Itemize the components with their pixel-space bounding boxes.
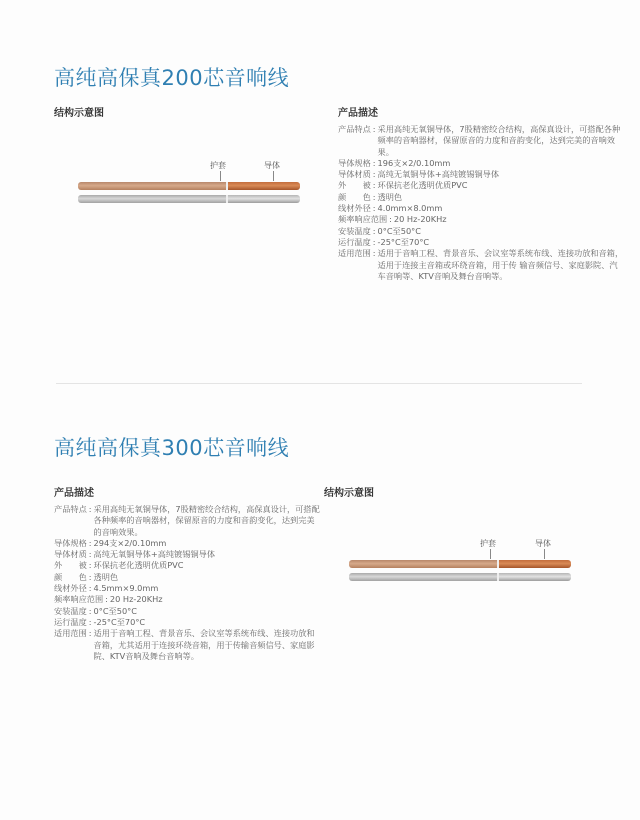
diagram-heading-300: 结构示意图 xyxy=(324,488,374,499)
spec-row: 导体规格 : 196支×2/0.10mm xyxy=(338,158,624,169)
spec-key: 适用范围 xyxy=(338,248,371,259)
spec-key: 线材外径 xyxy=(338,203,371,214)
spec-value: 采用高纯无氧铜导体，7股精密绞合结构，高保真设计，可搭配各种频率的音响器材，保留原音的力度和音韵变化，达到完美的音响效果。 xyxy=(377,124,621,157)
spec-row: 安装温度 : 0°C至50°C xyxy=(54,606,320,617)
spec-row: 外 被 : 环保抗老化透明优质PVC xyxy=(54,560,320,571)
spec-value: 20 Hz-20KHz xyxy=(393,214,447,225)
spec-key: 安装温度 xyxy=(338,225,371,236)
spec-value: 环保抗老化透明优质PVC xyxy=(377,180,468,191)
spec-key: 产品特点 xyxy=(338,124,371,134)
spec-row: 颜 色 : 透明色 xyxy=(54,572,320,583)
spec-value: 适用于音响工程、背景音乐、会议室等系统布线、连接功放和音箱，适用于连接主音箱或环绕音箱，用于传 输音频信号、家庭影院、汽车音响等、KTV音响及舞台音响等。 xyxy=(377,248,624,281)
description-heading-300: 产品描述 xyxy=(54,488,94,499)
spec-row: 线材外径 : 4.0mm×8.0mm xyxy=(338,203,624,214)
spec-value: 高纯无氧铜导体+高纯镀锡铜导体 xyxy=(377,169,500,180)
silver-cable-icon xyxy=(349,573,571,581)
spec-value: 透明色 xyxy=(93,571,119,582)
spec-value: 高纯无氧铜导体+高纯镀锡铜导体 xyxy=(93,549,216,560)
spec-key: 线材外径 xyxy=(54,583,87,594)
spec-value: 0°C至50°C xyxy=(93,605,137,616)
spec-value: 20 Hz-20KHz xyxy=(109,594,163,605)
spec-key: 外 被 xyxy=(338,180,371,191)
sheath-pointer xyxy=(220,171,221,181)
spec-value: 采用高纯无氧铜导体，7股精密绞合结构，高保真设计，可搭配各种频率的音响器材，保留原音的力度和音韵变化，达到完美的音响效果。 xyxy=(93,504,320,537)
spec-row: 外 被 : 环保抗老化透明优质PVC xyxy=(338,180,624,191)
spec-value: 环保抗老化透明优质PVC xyxy=(93,560,184,571)
cable-diagram-300 xyxy=(349,538,589,598)
spec-row: 产品特点 : 采用高纯无氧铜导体，7股精密绞合结构，高保真设计，可搭配各种频率的音响器材，保留原音的力度和音韵变化，达到完美的音响效果。 xyxy=(54,504,320,537)
label-conductor: 导体 xyxy=(535,539,551,548)
spec-row: 运行温度 : -25°C至70°C xyxy=(338,237,624,248)
diagram-heading-200: 结构示意图 xyxy=(54,108,104,119)
spec-key: 频率响应范围 xyxy=(54,594,104,605)
silver-cable-icon xyxy=(78,195,300,203)
spec-key: 颜 色 xyxy=(54,571,87,582)
spec-row: 适用范围 : 适用于音响工程、背景音乐、会议室等系统布线、连接功放和音箱，尤其适用于连接环绕音箱，用于传输音频信号、家庭影院、KTV音响及舞台音响等。 xyxy=(54,628,320,662)
spec-value: -25°C至70°C xyxy=(377,236,430,247)
spec-row: 产品特点 : 采用高纯无氧铜导体，7股精密绞合结构，高保真设计，可搭配各种频率的音响器材，保留原音的力度和音韵变化，达到完美的音响效果。 xyxy=(338,124,624,158)
spec-value: 适用于音响工程、背景音乐、会议室等系统布线、连接功放和音箱，尤其适用于连接环绕音箱，用于传输音频信号、家庭影院、KTV音响及舞台音响等。 xyxy=(93,628,315,661)
spec-value: 4.5mm×9.0mm xyxy=(93,583,159,594)
spec-key: 安装温度 xyxy=(54,605,87,616)
conductor-pointer xyxy=(544,549,545,559)
spec-row: 适用范围 : 适用于音响工程、背景音乐、会议室等系统布线、连接功放和音箱，适用于连接主音箱或环绕音箱，用于传 输音频信号、家庭影院、汽车音响等、KTV音响及舞台音响等。 xyxy=(338,248,624,281)
spec-row: 颜 色 : 透明色 xyxy=(338,192,624,203)
spec-value: -25°C至70°C xyxy=(93,616,146,627)
spec-key: 导体材质 xyxy=(54,549,87,560)
spec-value: 透明色 xyxy=(377,191,403,202)
spec-key: 适用范围 xyxy=(54,628,87,639)
spec-value: 4.0mm×8.0mm xyxy=(377,203,443,214)
spec-key: 外 被 xyxy=(54,560,87,571)
product-title-300: 高纯高保真300芯音响线 xyxy=(54,436,290,460)
sheath-pointer xyxy=(490,549,491,559)
cable-diagram-200 xyxy=(78,160,318,220)
spec-row: 频率响应范围 : 20 Hz-20KHz xyxy=(54,594,320,605)
label-sheath: 护套 xyxy=(210,161,226,170)
spec-key: 产品特点 xyxy=(54,504,87,514)
copper-cable-icon xyxy=(349,560,571,568)
spec-key: 导体材质 xyxy=(338,169,371,180)
product-title-200: 高纯高保真200芯音响线 xyxy=(54,66,290,90)
spec-key: 频率响应范围 xyxy=(338,214,388,225)
spec-key: 运行温度 xyxy=(338,236,371,247)
spec-key: 导体规格 xyxy=(338,157,371,168)
spec-key: 导体规格 xyxy=(54,537,87,548)
spec-value: 196支×2/0.10mm xyxy=(377,157,451,168)
description-heading-200: 产品描述 xyxy=(338,108,378,119)
spec-row: 安装温度 : 0°C至50°C xyxy=(338,226,624,237)
section-divider xyxy=(56,383,582,384)
spec-key: 颜 色 xyxy=(338,191,371,202)
conductor-pointer xyxy=(273,171,274,181)
spec-list-200 xyxy=(338,124,624,282)
spec-value: 0°C至50°C xyxy=(377,225,421,236)
spec-row: 导体材质 : 高纯无氧铜导体+高纯镀锡铜导体 xyxy=(338,169,624,180)
label-conductor: 导体 xyxy=(264,161,280,170)
copper-cable-icon xyxy=(78,182,300,190)
spec-value: 294支×2/0.10mm xyxy=(93,537,167,548)
spec-row: 频率响应范围 : 20 Hz-20KHz xyxy=(338,214,624,225)
spec-list-300 xyxy=(54,504,320,662)
label-sheath: 护套 xyxy=(480,539,496,548)
spec-row: 导体规格 : 294支×2/0.10mm xyxy=(54,538,320,549)
spec-row: 线材外径 : 4.5mm×9.0mm xyxy=(54,583,320,594)
spec-row: 导体材质 : 高纯无氧铜导体+高纯镀锡铜导体 xyxy=(54,549,320,560)
spec-row: 运行温度 : -25°C至70°C xyxy=(54,617,320,628)
spec-key: 运行温度 xyxy=(54,616,87,627)
